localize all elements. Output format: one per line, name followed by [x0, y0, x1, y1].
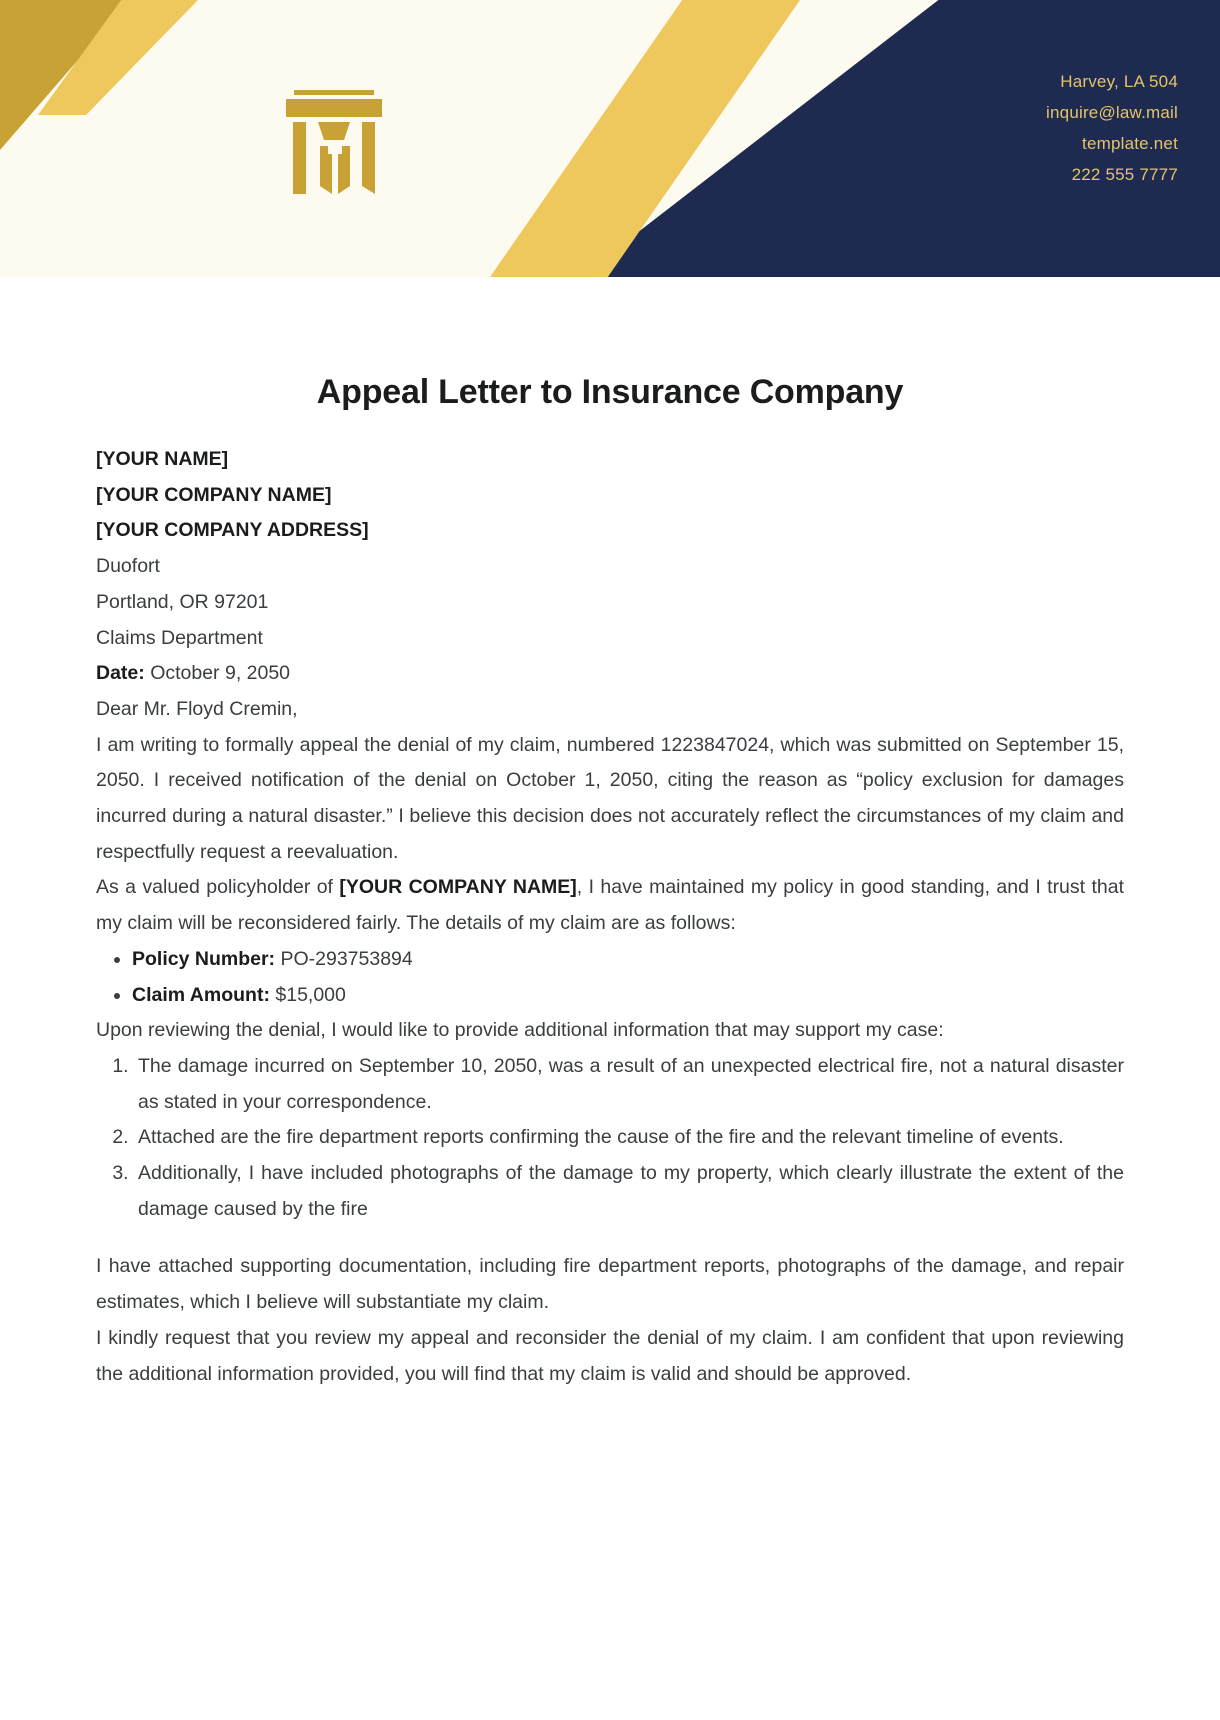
page-title: Appeal Letter to Insurance Company [316, 373, 904, 411]
policy-number-value: PO-293753894 [280, 947, 413, 970]
list-item: 3. Additionally, I have included photographs of the damage to my property, which clearly illustrate the extent of the damage caused by the fire [134, 1156, 1124, 1227]
list-item: 2. Attached are the fire department reports confirming the cause of the fire and the relevant timeline of events. [134, 1120, 1124, 1156]
contact-address: Harvey, LA 504 [1060, 72, 1178, 91]
salutation: Dear Mr. Floyd Cremin, [96, 697, 298, 720]
supporting-points-list [96, 1049, 1124, 1228]
body-paragraph-4: I have attached supporting documentation, including fire department reports, photographs of the damage, and repair estimates, which I believe will substantiate my claim. [96, 1255, 1124, 1314]
list-item [132, 942, 1124, 978]
body-paragraph-1: I am writing to formally appeal the denial of my claim, numbered 1223847024, which was submitted on September 15, 2050. I received notification of the denial on October 1, 2050, citing the reason as “policy exclusion for damages incurred during a natural disaster.” I believe this decision does not accurately reflect the circumstances of my claim and respectfully request a reevaluation. [96, 733, 1124, 863]
recipient-company: Duofort [96, 555, 160, 578]
contact-phone: 222 555 7777 [1071, 165, 1178, 184]
date-value: October 9, 2050 [150, 662, 291, 685]
body-paragraph-2 [96, 870, 1124, 941]
document-body [0, 373, 1220, 1392]
list-item [132, 978, 1124, 1014]
company-name-placeholder-inline: [YOUR COMPANY NAME] [339, 876, 577, 899]
sender-address-block [96, 442, 1124, 656]
letterhead-header [0, 0, 1220, 277]
recipient-department: Claims Department [96, 626, 263, 649]
claim-amount-value: $15,000 [275, 983, 346, 1006]
contact-email: inquire@law.mail [1046, 103, 1178, 122]
contact-website: template.net [1082, 134, 1178, 153]
sender-company-placeholder: [YOUR COMPANY NAME] [96, 483, 332, 506]
sender-name-placeholder: [YOUR NAME] [96, 448, 229, 470]
body-paragraph-5: I kindly request that you review my appeal and reconsider the denial of my claim. I am confident that upon reviewing the additional information provided, you will find that my claim is valid and should be approved. [96, 1326, 1124, 1385]
claim-amount-label: Claim Amount: [132, 983, 270, 1006]
policy-number-label: Policy Number: [132, 947, 276, 970]
list-item: 1. The damage incurred on September 10, 2050, was a result of an unexpected electrical fire, not a natural disaster as stated in your correspondence. [134, 1049, 1124, 1120]
claim-details-list [96, 942, 1124, 1013]
body-paragraph-3: Upon reviewing the denial, I would like to provide additional information that may support my case: [96, 1019, 944, 1042]
recipient-city-state-zip: Portland, OR 97201 [96, 590, 269, 613]
law-pillar-logo-icon [280, 88, 388, 194]
paragraph-2-tail: , I have maintained my policy in good standing, and I trust that my claim will be reconsidered fairly. The details of my claim are as follows: [96, 876, 1124, 935]
date-line [96, 656, 1124, 692]
header-contact-block [1046, 66, 1178, 190]
paragraph-spacer [96, 1227, 1124, 1249]
paragraph-2-lead: As a valued policyholder of [96, 876, 340, 899]
sender-company-address-placeholder: [YOUR COMPANY ADDRESS] [96, 519, 369, 542]
date-label: Date: [96, 662, 145, 685]
